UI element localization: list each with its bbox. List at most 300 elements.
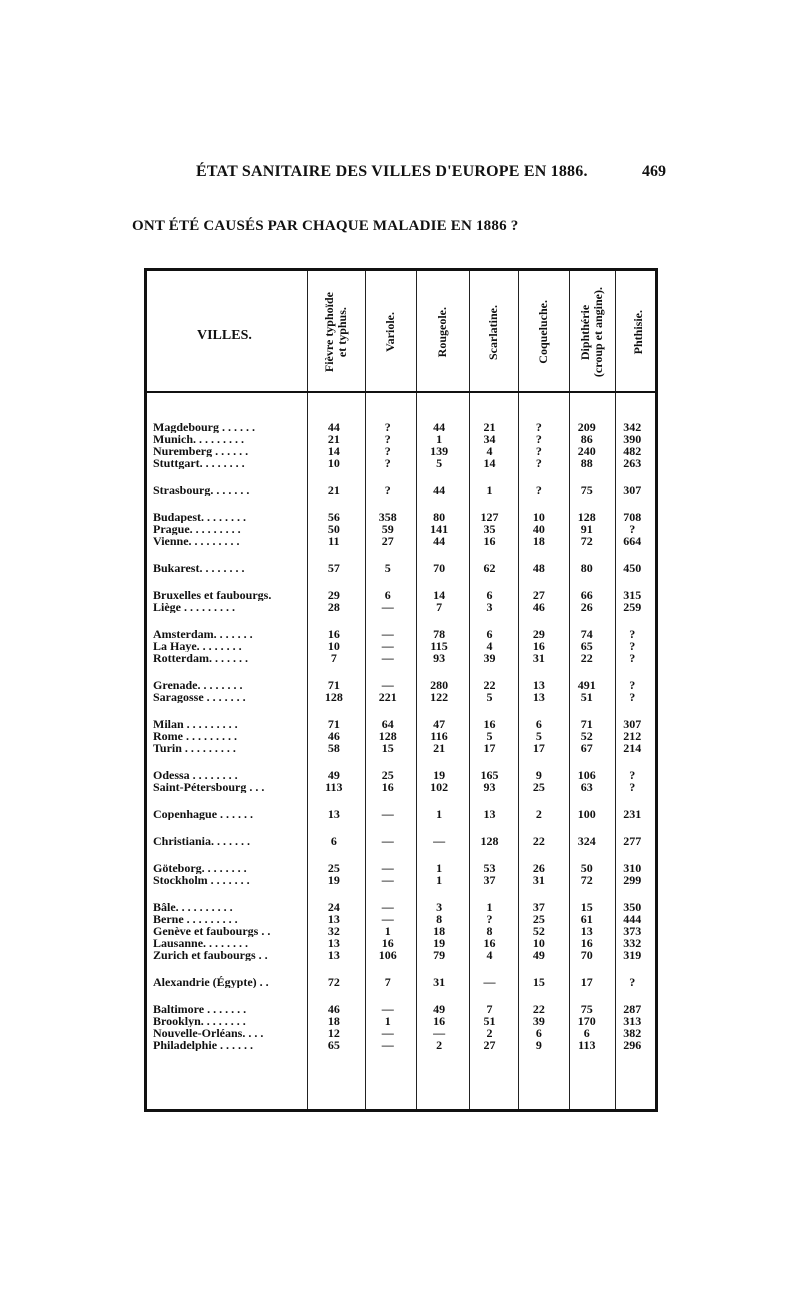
cell-fievre: 7 [330, 651, 337, 665]
cell-phthisie: 307 [623, 483, 642, 497]
cell-diphtherie: 491 [577, 678, 596, 692]
column-header-coqueluche [518, 277, 569, 387]
column-header-phthisie [615, 277, 661, 387]
cell-diphtherie: 100 [577, 807, 596, 821]
cell-phthisie: 212 [623, 729, 642, 743]
city-name: Copenhague . . . . . . [153, 808, 254, 820]
table-row [147, 913, 655, 925]
cell-variole: 16 [381, 936, 394, 950]
cell-phthisie: 382 [623, 1026, 642, 1040]
column-header-coqueluche-label: Coqueluche. [536, 300, 550, 364]
cell-diphtherie: 61 [580, 912, 593, 926]
cell-phthisie: ? [629, 975, 636, 989]
cell-diphtherie: 88 [580, 456, 593, 470]
column-header-fievre-label: Fièvre typhoïde et typhus. [322, 291, 349, 373]
cell-phthisie: 332 [623, 936, 642, 950]
cell-rougeole: 122 [430, 690, 449, 704]
cell-coqueluche: 17 [532, 741, 545, 755]
cell-variole: — [381, 1038, 394, 1052]
cell-diphtherie: 72 [580, 534, 593, 548]
city-name: Liège . . . . . . . . . [153, 601, 235, 613]
cell-diphtherie: 106 [577, 768, 596, 782]
cell-rougeole: 116 [430, 729, 448, 743]
cell-phthisie: 287 [623, 1002, 642, 1016]
cell-fievre: 18 [327, 1014, 340, 1028]
table-row [147, 1039, 655, 1051]
city-name: Bruxelles et faubourgs. [153, 589, 272, 601]
column-header-diphtherie-label: Diphthérie (croup et angine). [578, 286, 605, 378]
cell-phthisie: 444 [623, 912, 642, 926]
table-row [147, 781, 655, 793]
table-row [147, 976, 655, 988]
table-row [147, 679, 655, 691]
table-row [147, 589, 655, 601]
cell-fievre: 13 [327, 948, 340, 962]
cell-diphtherie: 91 [580, 522, 593, 536]
city-name: Genève et faubourgs . . [153, 925, 271, 937]
cell-scarlatine: 6 [486, 588, 493, 602]
cell-coqueluche: 52 [532, 924, 545, 938]
cell-fievre: 13 [327, 807, 340, 821]
cell-scarlatine: ? [486, 912, 493, 926]
city-name: Nuremberg . . . . . . [153, 445, 249, 457]
city-name: Göteborg. . . . . . . . [153, 862, 247, 874]
cell-coqueluche: 25 [532, 780, 545, 794]
row-group [147, 835, 655, 847]
city-name: Amsterdam. . . . . . . [153, 628, 253, 640]
cell-scarlatine: 16 [483, 936, 496, 950]
cell-coqueluche: 37 [532, 900, 545, 914]
cell-fievre: 11 [328, 534, 340, 548]
table-row [147, 457, 655, 469]
cell-fievre: 6 [330, 834, 337, 848]
city-name: Bukarest. . . . . . . . [153, 562, 245, 574]
cell-phthisie: 482 [623, 444, 642, 458]
cell-rougeole: 3 [436, 900, 443, 914]
cell-coqueluche: 26 [532, 861, 545, 875]
table-row [147, 874, 655, 886]
cell-scarlatine: 93 [483, 780, 496, 794]
cell-diphtherie: 66 [580, 588, 593, 602]
cell-diphtherie: 209 [577, 420, 596, 434]
cell-rougeole: 93 [433, 651, 446, 665]
cell-diphtherie: 15 [580, 900, 593, 914]
cell-diphtherie: 52 [580, 729, 593, 743]
table-row [147, 862, 655, 874]
cell-rougeole: 7 [436, 600, 443, 614]
column-header-rougeole [416, 277, 469, 387]
table-row [147, 937, 655, 949]
city-name: Munich. . . . . . . . . [153, 433, 245, 445]
cell-rougeole: 19 [433, 768, 446, 782]
cell-rougeole: 139 [430, 444, 449, 458]
cell-phthisie: ? [629, 690, 636, 704]
cell-rougeole: 1 [436, 861, 443, 875]
cell-coqueluche: 49 [532, 948, 545, 962]
cell-scarlatine: 35 [483, 522, 496, 536]
cell-scarlatine: 6 [486, 627, 493, 641]
cell-coqueluche: 46 [532, 600, 545, 614]
cell-diphtherie: 72 [580, 873, 593, 887]
cell-variole: ? [384, 432, 391, 446]
cell-scarlatine: 22 [483, 678, 496, 692]
city-name: Vienne. . . . . . . . . [153, 535, 240, 547]
cell-coqueluche: 29 [532, 627, 545, 641]
city-name: Strasbourg. . . . . . . [153, 484, 250, 496]
cell-variole: — [381, 807, 394, 821]
cell-variole: ? [384, 444, 391, 458]
cell-coqueluche: 31 [532, 651, 545, 665]
cell-diphtherie: 51 [580, 690, 593, 704]
cell-rougeole: 1 [436, 873, 443, 887]
cell-variole: — [381, 651, 394, 665]
cell-coqueluche: 27 [532, 588, 545, 602]
cell-rougeole: 16 [433, 1014, 446, 1028]
city-name: Nouvelle-Orléans. . . . [153, 1027, 264, 1039]
cell-rougeole: 5 [436, 456, 443, 470]
cell-phthisie: 296 [623, 1038, 642, 1052]
cell-variole: — [381, 1002, 394, 1016]
cell-phthisie: ? [629, 768, 636, 782]
cell-rougeole: 2 [436, 1038, 443, 1052]
column-header-variole-label: Variole. [383, 312, 397, 352]
cell-phthisie: 263 [623, 456, 642, 470]
cell-variole: — [381, 1026, 394, 1040]
cell-scarlatine: 5 [486, 729, 493, 743]
table-row [147, 1015, 655, 1027]
cell-scarlatine: 1 [486, 900, 493, 914]
table-row [147, 511, 655, 523]
cell-scarlatine: 16 [483, 534, 496, 548]
running-title: ÉTAT SANITAIRE DES VILLES D'EUROPE EN 1886. [196, 163, 588, 180]
city-name: Berne . . . . . . . . . [153, 913, 238, 925]
cell-diphtherie: 22 [580, 651, 593, 665]
cell-phthisie: 319 [623, 948, 642, 962]
cell-fievre: 13 [327, 936, 340, 950]
table-row [147, 652, 655, 664]
cell-coqueluche: 48 [532, 561, 545, 575]
city-name: Turin . . . . . . . . . [153, 742, 236, 754]
column-header-scarlatine-label: Scarlatine. [486, 304, 500, 360]
cell-rougeole: 1 [436, 807, 443, 821]
cell-fievre: 44 [327, 420, 340, 434]
cell-rougeole: 31 [433, 975, 446, 989]
cell-fievre: 21 [327, 483, 340, 497]
cell-diphtherie: 50 [580, 861, 593, 875]
cell-scarlatine: 16 [483, 717, 496, 731]
cell-rougeole: 21 [433, 741, 446, 755]
cell-diphtherie: 65 [580, 639, 593, 653]
cell-phthisie: 315 [623, 588, 642, 602]
cell-phthisie: ? [629, 780, 636, 794]
cell-scarlatine: 21 [483, 420, 496, 434]
cell-phthisie: ? [629, 639, 636, 653]
city-name: Christiania. . . . . . . [153, 835, 251, 847]
cell-variole: 7 [384, 975, 391, 989]
cell-variole: — [381, 912, 394, 926]
cell-variole: — [381, 900, 394, 914]
cell-scarlatine: 127 [480, 510, 499, 524]
cell-fievre: 13 [327, 912, 340, 926]
cell-coqueluche: ? [535, 420, 542, 434]
cell-fievre: 56 [327, 510, 340, 524]
cell-rougeole: — [433, 834, 446, 848]
cell-fievre: 128 [324, 690, 343, 704]
cell-diphtherie: 6 [583, 1026, 590, 1040]
cell-coqueluche: ? [535, 432, 542, 446]
cell-variole: — [381, 639, 394, 653]
cell-coqueluche: 22 [532, 834, 545, 848]
cell-phthisie: 342 [623, 420, 642, 434]
page-number: 469 [642, 163, 666, 180]
cell-scarlatine: 51 [483, 1014, 496, 1028]
cell-diphtherie: 74 [580, 627, 593, 641]
cell-variole: 15 [381, 741, 394, 755]
city-name: Magdebourg . . . . . . [153, 421, 255, 433]
cell-variole: ? [384, 456, 391, 470]
cell-variole: ? [384, 420, 391, 434]
cell-coqueluche: 22 [532, 1002, 545, 1016]
table-row [147, 742, 655, 754]
cell-fievre: 25 [327, 861, 340, 875]
cell-phthisie: 259 [623, 600, 642, 614]
cell-rougeole: 78 [433, 627, 446, 641]
cell-phthisie: ? [629, 651, 636, 665]
cell-variole: 1 [384, 1014, 391, 1028]
cell-phthisie: 450 [623, 561, 642, 575]
cell-phthisie: 664 [623, 534, 642, 548]
table-row [147, 949, 655, 961]
city-name: Saint-Pétersbourg . . . [153, 781, 265, 793]
cell-phthisie: 310 [623, 861, 642, 875]
city-name: Rome . . . . . . . . . [153, 730, 237, 742]
cell-coqueluche: 9 [535, 1038, 542, 1052]
cell-coqueluche: 31 [532, 873, 545, 887]
cell-fievre: 58 [327, 741, 340, 755]
cell-fievre: 10 [327, 639, 340, 653]
cell-variole: 5 [384, 561, 391, 575]
cell-variole: 128 [378, 729, 397, 743]
cell-rougeole: 102 [430, 780, 449, 794]
cell-variole: — [381, 873, 394, 887]
cell-rougeole: — [433, 1026, 446, 1040]
row-group [147, 1003, 655, 1051]
cell-fievre: 72 [327, 975, 340, 989]
cell-phthisie: 299 [623, 873, 642, 887]
cell-diphtherie: 240 [577, 444, 596, 458]
cell-scarlatine: 4 [486, 444, 493, 458]
cell-diphtherie: 324 [577, 834, 596, 848]
city-name: Alexandrie (Égypte) . . [153, 976, 269, 988]
table-row [147, 808, 655, 820]
cell-coqueluche: ? [535, 444, 542, 458]
cell-variole: 59 [381, 522, 394, 536]
column-header-diphtherie [569, 277, 615, 387]
cell-variole: 16 [381, 780, 394, 794]
table-row [147, 601, 655, 613]
cell-scarlatine: 1 [486, 483, 493, 497]
city-name: Grenade. . . . . . . . [153, 679, 243, 691]
cell-scarlatine: 14 [483, 456, 496, 470]
cell-rougeole: 18 [433, 924, 446, 938]
city-name: Stuttgart. . . . . . . . [153, 457, 245, 469]
cell-rougeole: 79 [433, 948, 446, 962]
row-group [147, 421, 655, 469]
cell-scarlatine: 13 [483, 807, 496, 821]
row-group [147, 718, 655, 754]
city-name: Baltimore . . . . . . . [153, 1003, 247, 1015]
cell-diphtherie: 128 [577, 510, 596, 524]
cell-scarlatine: 53 [483, 861, 496, 875]
cell-variole: 6 [384, 588, 391, 602]
cell-fievre: 10 [327, 456, 340, 470]
mortality-table [144, 268, 658, 1112]
cell-fievre: 46 [327, 1002, 340, 1016]
cell-phthisie: 373 [623, 924, 642, 938]
cell-variole: 358 [378, 510, 397, 524]
column-header-fievre [307, 277, 365, 387]
cell-variole: — [381, 678, 394, 692]
cell-diphtherie: 86 [580, 432, 593, 446]
cell-scarlatine: 34 [483, 432, 496, 446]
cell-variole: 64 [381, 717, 394, 731]
cell-phthisie: 708 [623, 510, 642, 524]
cell-fievre: 113 [325, 780, 343, 794]
cell-scarlatine: 3 [486, 600, 493, 614]
table-row [147, 523, 655, 535]
cell-rougeole: 8 [436, 912, 443, 926]
cell-rougeole: 19 [433, 936, 446, 950]
cell-fievre: 14 [327, 444, 340, 458]
cell-phthisie: ? [629, 678, 636, 692]
cell-coqueluche: 2 [535, 807, 542, 821]
cell-diphtherie: 13 [580, 924, 593, 938]
cell-phthisie: 313 [623, 1014, 642, 1028]
cell-coqueluche: ? [535, 483, 542, 497]
cell-fievre: 28 [327, 600, 340, 614]
cell-rougeole: 14 [433, 588, 446, 602]
city-name: Prague. . . . . . . . . [153, 523, 241, 535]
cell-fievre: 16 [327, 627, 340, 641]
cell-rougeole: 44 [433, 420, 446, 434]
cell-rougeole: 280 [430, 678, 449, 692]
cell-phthisie: ? [629, 627, 636, 641]
column-header-scarlatine [469, 277, 518, 387]
table-row [147, 925, 655, 937]
city-name: Rotterdam. . . . . . . [153, 652, 248, 664]
row-group [147, 976, 655, 988]
cell-fievre: 21 [327, 432, 340, 446]
cell-variole: 1 [384, 924, 391, 938]
cell-variole: — [381, 627, 394, 641]
table-row [147, 640, 655, 652]
cell-rougeole: 49 [433, 1002, 446, 1016]
column-header-variole [365, 277, 416, 387]
cell-rougeole: 44 [433, 534, 446, 548]
cell-diphtherie: 63 [580, 780, 593, 794]
cell-fievre: 46 [327, 729, 340, 743]
row-group [147, 484, 655, 496]
city-name: Stockholm . . . . . . . [153, 874, 250, 886]
cell-fievre: 71 [327, 678, 340, 692]
table-row [147, 535, 655, 547]
cell-scarlatine: 17 [483, 741, 496, 755]
city-name: Budapest. . . . . . . . [153, 511, 247, 523]
cell-coqueluche: 25 [532, 912, 545, 926]
cell-rougeole: 44 [433, 483, 446, 497]
cell-coqueluche: 6 [535, 717, 542, 731]
table-row [147, 484, 655, 496]
cell-scarlatine: 4 [486, 948, 493, 962]
cell-fievre: 32 [327, 924, 340, 938]
city-name: Milan . . . . . . . . . [153, 718, 238, 730]
city-name: Odessa . . . . . . . . [153, 769, 238, 781]
cell-fievre: 71 [327, 717, 340, 731]
city-name: Brooklyn. . . . . . . . [153, 1015, 246, 1027]
column-header-rougeole-label: Rougeole. [435, 306, 449, 358]
row-group [147, 511, 655, 547]
column-header-villes: VILLES. [197, 328, 252, 343]
city-name: Bâle. . . . . . . . . . [153, 901, 233, 913]
cell-phthisie: 390 [623, 432, 642, 446]
cell-fievre: 65 [327, 1038, 340, 1052]
table-row [147, 691, 655, 703]
cell-rougeole: 1 [436, 432, 443, 446]
cell-variole: — [381, 834, 394, 848]
row-group [147, 589, 655, 613]
cell-rougeole: 115 [430, 639, 448, 653]
cell-rougeole: 80 [433, 510, 446, 524]
table-row [147, 562, 655, 574]
cell-coqueluche: 18 [532, 534, 545, 548]
city-name: Lausanne. . . . . . . . [153, 937, 249, 949]
cell-diphtherie: 70 [580, 948, 593, 962]
table-body [147, 421, 655, 1066]
city-name: Saragosse . . . . . . . [153, 691, 246, 703]
cell-coqueluche: 13 [532, 678, 545, 692]
cell-variole: 106 [378, 948, 397, 962]
cell-scarlatine: 2 [486, 1026, 493, 1040]
cell-variole: 25 [381, 768, 394, 782]
table-row [147, 628, 655, 640]
cell-variole: ? [384, 483, 391, 497]
cell-scarlatine: 27 [483, 1038, 496, 1052]
cell-variole: — [381, 861, 394, 875]
cell-coqueluche: 10 [532, 510, 545, 524]
cell-scarlatine: 37 [483, 873, 496, 887]
city-name: Philadelphie . . . . . . [153, 1039, 254, 1051]
table-row [147, 835, 655, 847]
cell-diphtherie: 67 [580, 741, 593, 755]
cell-fievre: 24 [327, 900, 340, 914]
table-heading: ONT ÉTÉ CAUSÉS PAR CHAQUE MALADIE EN 1886 ? [132, 218, 519, 234]
cell-diphtherie: 113 [578, 1038, 596, 1052]
cell-diphtherie: 71 [580, 717, 593, 731]
cell-fievre: 19 [327, 873, 340, 887]
cell-coqueluche: 39 [532, 1014, 545, 1028]
cell-fievre: 12 [327, 1026, 340, 1040]
cell-diphtherie: 17 [580, 975, 593, 989]
city-name: La Haye. . . . . . . . [153, 640, 242, 652]
cell-rougeole: 141 [430, 522, 449, 536]
cell-variole: — [381, 600, 394, 614]
row-group [147, 901, 655, 961]
table-row [147, 730, 655, 742]
cell-fievre: 49 [327, 768, 340, 782]
row-group [147, 679, 655, 703]
cell-coqueluche: 13 [532, 690, 545, 704]
table-row [147, 445, 655, 457]
